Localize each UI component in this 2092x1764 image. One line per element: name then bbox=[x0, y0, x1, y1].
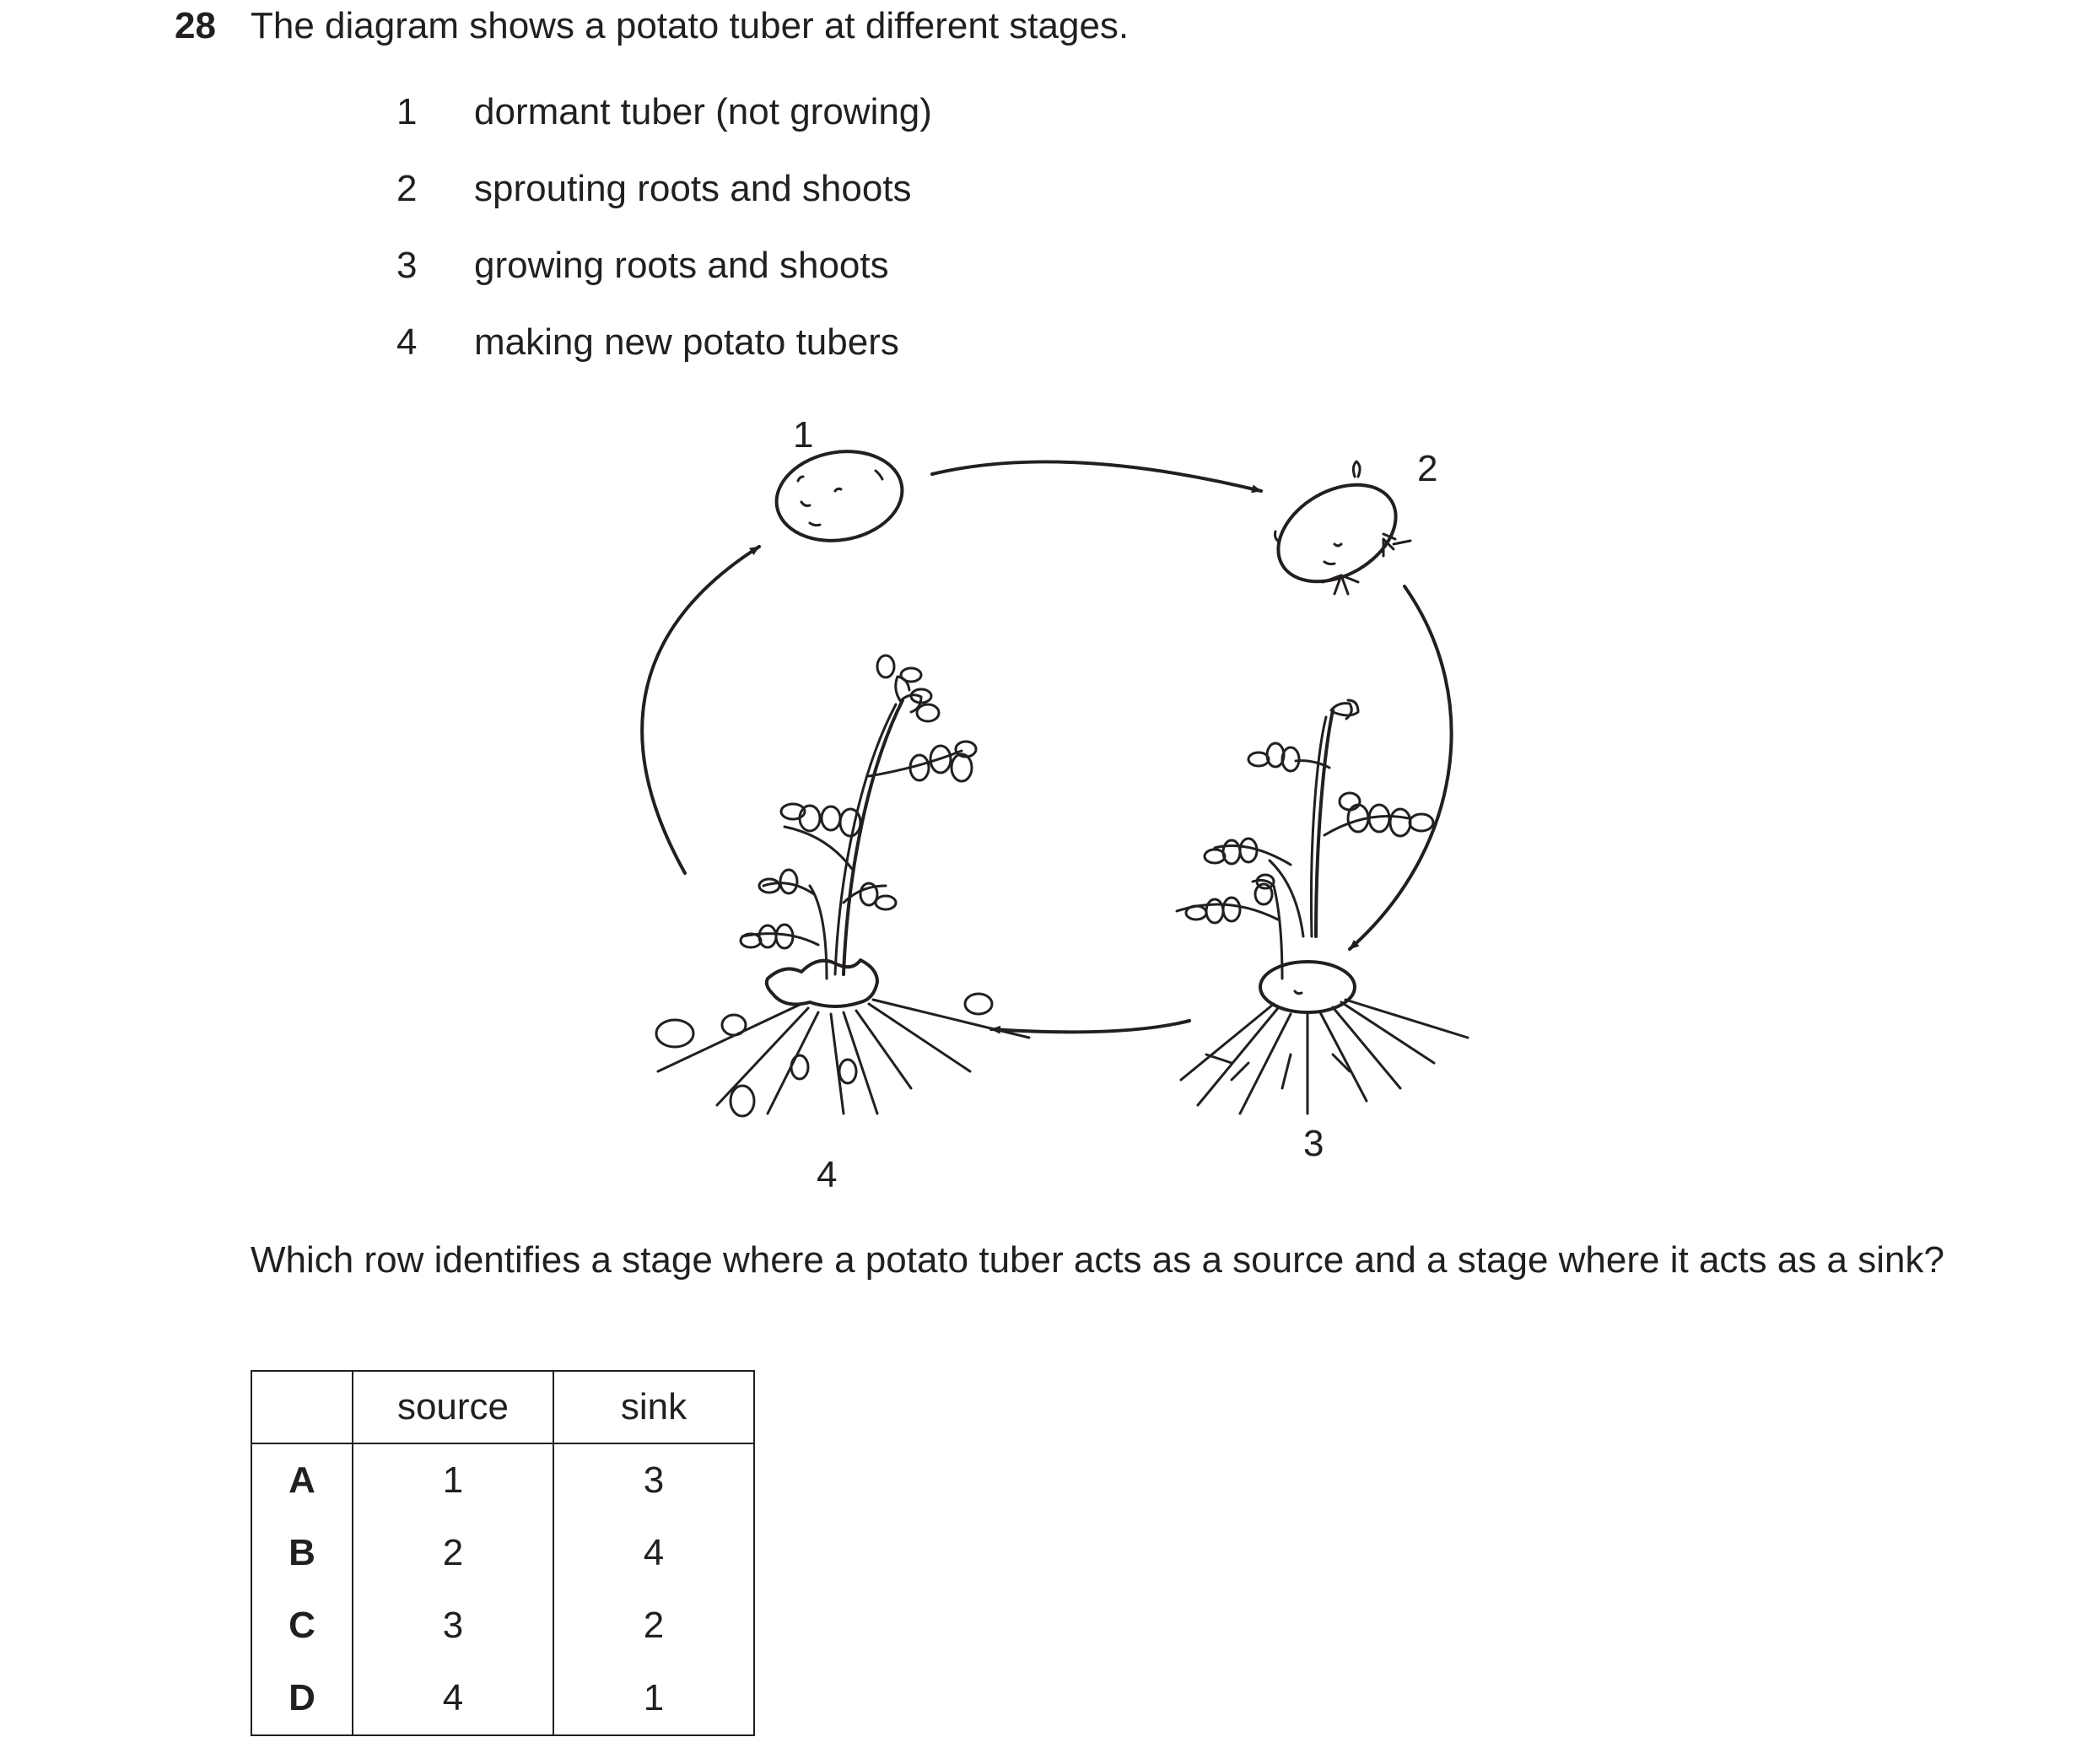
diagram-label-stage-3: 3 bbox=[1303, 1123, 1324, 1164]
sink-value: 1 bbox=[553, 1662, 754, 1735]
answer-table bbox=[251, 1370, 755, 1736]
dormant-tuber bbox=[769, 442, 909, 550]
sink-value: 2 bbox=[553, 1589, 754, 1662]
option-letter[interactable]: B bbox=[251, 1517, 353, 1589]
stage-number: 4 bbox=[396, 321, 418, 363]
option-letter[interactable]: A bbox=[251, 1443, 353, 1517]
source-value: 3 bbox=[353, 1589, 553, 1662]
sink-value: 4 bbox=[553, 1517, 754, 1589]
stage-number: 3 bbox=[396, 245, 418, 286]
sink-value: 3 bbox=[553, 1443, 754, 1517]
source-value: 1 bbox=[353, 1443, 553, 1517]
stage-text: dormant tuber (not growing) bbox=[474, 91, 932, 132]
diagram-label-stage-2: 2 bbox=[1417, 448, 1438, 489]
potato-lifecycle-diagram bbox=[590, 396, 1518, 1206]
table-header-cell bbox=[251, 1371, 353, 1443]
table-header-source: source bbox=[353, 1371, 553, 1443]
sprouting-tuber bbox=[1261, 461, 1413, 601]
stage-text: growing roots and shoots bbox=[474, 245, 889, 286]
source-value: 2 bbox=[353, 1517, 553, 1589]
arrow-3-to-4 bbox=[991, 1021, 1189, 1032]
table-header-row bbox=[251, 1371, 754, 1443]
table-header-sink: sink bbox=[553, 1371, 754, 1443]
growing-plant bbox=[1177, 700, 1468, 1114]
question-number: 28 bbox=[175, 5, 216, 46]
stage-number: 2 bbox=[396, 168, 418, 209]
arrow-2-to-3 bbox=[1350, 586, 1452, 949]
tuber-forming-plant bbox=[656, 655, 1029, 1116]
option-letter[interactable]: D bbox=[251, 1662, 353, 1735]
table-row[interactable] bbox=[251, 1662, 754, 1735]
source-value: 4 bbox=[353, 1662, 553, 1735]
stage-number: 1 bbox=[396, 91, 418, 132]
diagram-label-stage-4: 4 bbox=[817, 1154, 838, 1195]
table-row[interactable] bbox=[251, 1443, 754, 1517]
stage-text: making new potato tubers bbox=[474, 321, 899, 363]
table-row[interactable] bbox=[251, 1517, 754, 1589]
option-letter[interactable]: C bbox=[251, 1589, 353, 1662]
arrow-4-to-1 bbox=[642, 547, 759, 873]
table-row[interactable] bbox=[251, 1589, 754, 1662]
question-stem: The diagram shows a potato tuber at different stages. bbox=[251, 5, 1130, 46]
arrow-1-to-2 bbox=[932, 461, 1261, 491]
diagram-label-stage-1: 1 bbox=[793, 414, 814, 456]
stage-text: sprouting roots and shoots bbox=[474, 168, 912, 209]
question-prompt: Which row identifies a stage where a potato tuber acts as a source and a stage where it acts as a sink? bbox=[251, 1239, 1944, 1281]
